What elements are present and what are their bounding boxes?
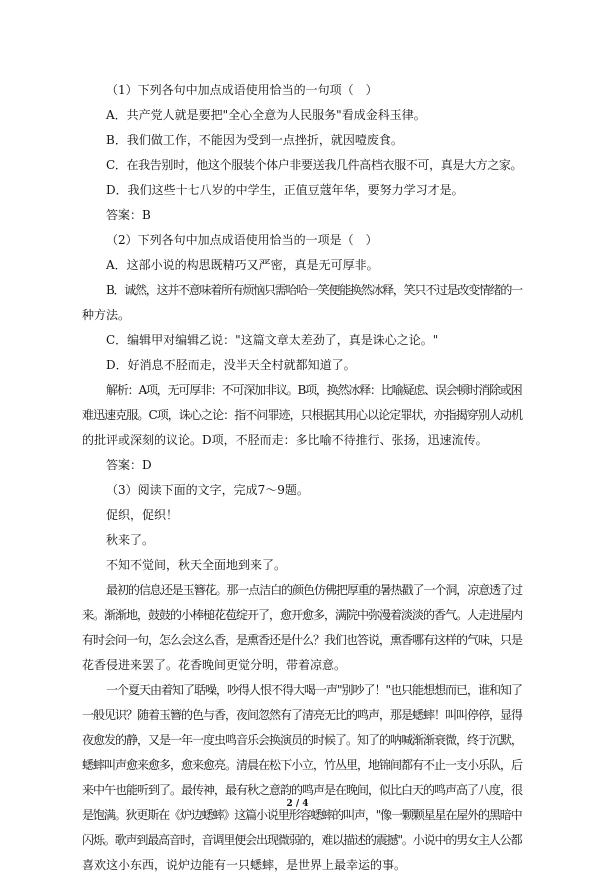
document-body bbox=[82, 78, 522, 878]
passage-paragraph: 一个夏天由着知了聒噪，吵得人恨不得大喝一声"别吵了！"也只能想想而已，谁和知了 bbox=[106, 683, 523, 697]
passage-paragraph-continued: 有时会问一句，怎么会这么香，是熏香还是什么？我们也答说，熏香哪有这样的气味，只是 bbox=[82, 633, 523, 647]
option-c: C．编辑甲对编辑乙说："这篇文章太差劲了，真是诛心之论。" bbox=[106, 333, 439, 347]
option-a: A．共产党人就是要把"全心全意为人民服务"看成金科玉律。 bbox=[106, 108, 426, 122]
page-number: 2 / 4 bbox=[286, 799, 309, 809]
passage-paragraph: 秋来了。 bbox=[106, 533, 155, 547]
answer-1: 答案：B bbox=[106, 208, 151, 222]
option-b-continued: 种方法。 bbox=[82, 308, 131, 322]
question-2-stem: （2）下列各句中加点成语使用恰当的一项是（ ） bbox=[106, 233, 378, 247]
passage-paragraph-continued: 闪烁。歌声到最高音时，音调里便会出现微弱的，难以描述的震撼"。小说中的男女主人公都 bbox=[82, 833, 522, 847]
option-d: D．好消息不胫而走，没半天全村就都知道了。 bbox=[106, 358, 356, 372]
analysis-paragraph-continued: 难迅速克服。C项，诛心之论：指不问罪迹，只根据其用心以论定罪状，亦指揭穿别人动机 bbox=[82, 408, 523, 422]
question-3-stem: （3）阅读下面的文字，完成7～9题。 bbox=[106, 483, 309, 497]
analysis-paragraph-continued: 的批评或深刻的议论。D项，不胫而走：多比喻不待推行、张扬，迅速流传。 bbox=[82, 433, 488, 447]
passage-paragraph: 不知不觉间，秋天全面地到来了。 bbox=[106, 558, 287, 572]
passage-paragraph-continued: 喜欢这小东西，说炉边能有一只蟋蟀，是世界上最幸运的事。 bbox=[82, 858, 407, 872]
option-b: B．我们做工作，不能因为受到一点挫折，就因噎废食。 bbox=[106, 133, 403, 147]
option-a: A．这部小说的构思既精巧又严密，真是无可厚非。 bbox=[106, 258, 379, 272]
passage-paragraph-continued: 花香侵进来罢了。花香晚间更觉分明，带着凉意。 bbox=[82, 658, 347, 672]
analysis-paragraph: 解析：A项，无可厚非：不可深加非议。B项，换然冰释：比喻疑虑、误会顿时消除或困 bbox=[106, 383, 522, 397]
option-c: C．在我告别时，他这个服装个体户非要送我几件高档衣服不可，真是大方之家。 bbox=[106, 158, 523, 172]
option-b: B．诚然，这并不意味着所有烦恼只需哈哈一笑便能换然冰释，笑只不过是改变情绪的一 bbox=[106, 283, 522, 297]
passage-paragraph-continued: 蟋蟀叫声愈来愈多，愈来愈亮。清晨在松下小立，竹丛里，地锦间都有不止一支小乐队，后 bbox=[82, 758, 523, 772]
passage-paragraph-continued: 一般见识？随着玉簪的色与香，夜间忽然有了清亮无比的鸣声，那是蟋蟀！叫叫停停，显得 bbox=[82, 708, 523, 722]
question-1-stem: （1）下列各句中加点成语使用恰当的一句项（ ） bbox=[106, 83, 378, 97]
passage-paragraph-continued: 是饱满。狄更斯在《炉边蟋蟀》这篇小说里形容蟋蟀的叫声，"像一颗颗星星在屋外的黑暗中 bbox=[82, 808, 522, 822]
passage-paragraph-continued: 来。渐渐地，鼓鼓的小棒槌花苞绽开了，愈开愈多，满院中弥漫着淡淡的香气。人走进屋内 bbox=[82, 608, 523, 622]
option-d: D．我们这些十七八岁的中学生，正值豆蔻年华，要努力学习才是。 bbox=[106, 183, 464, 197]
passage-title: 促织，促织！ bbox=[106, 508, 179, 522]
answer-2: 答案：D bbox=[106, 458, 152, 472]
passage-paragraph-continued: 夜愈发的静，又是一年一度虫鸣音乐会换演员的时候了。知了的呐喊渐渐衰微，终于沉默， bbox=[82, 733, 523, 747]
passage-paragraph-continued: 来中午也能听到了。最传神，最有秋之意韵的鸣声是在晚间，似比白天的鸣声高了八度，很 bbox=[82, 783, 523, 797]
passage-paragraph: 最初的信息还是玉簪花。那一点洁白的颜色仿佛把厚重的暑热戳了一个洞，凉意透了过 bbox=[106, 583, 522, 597]
